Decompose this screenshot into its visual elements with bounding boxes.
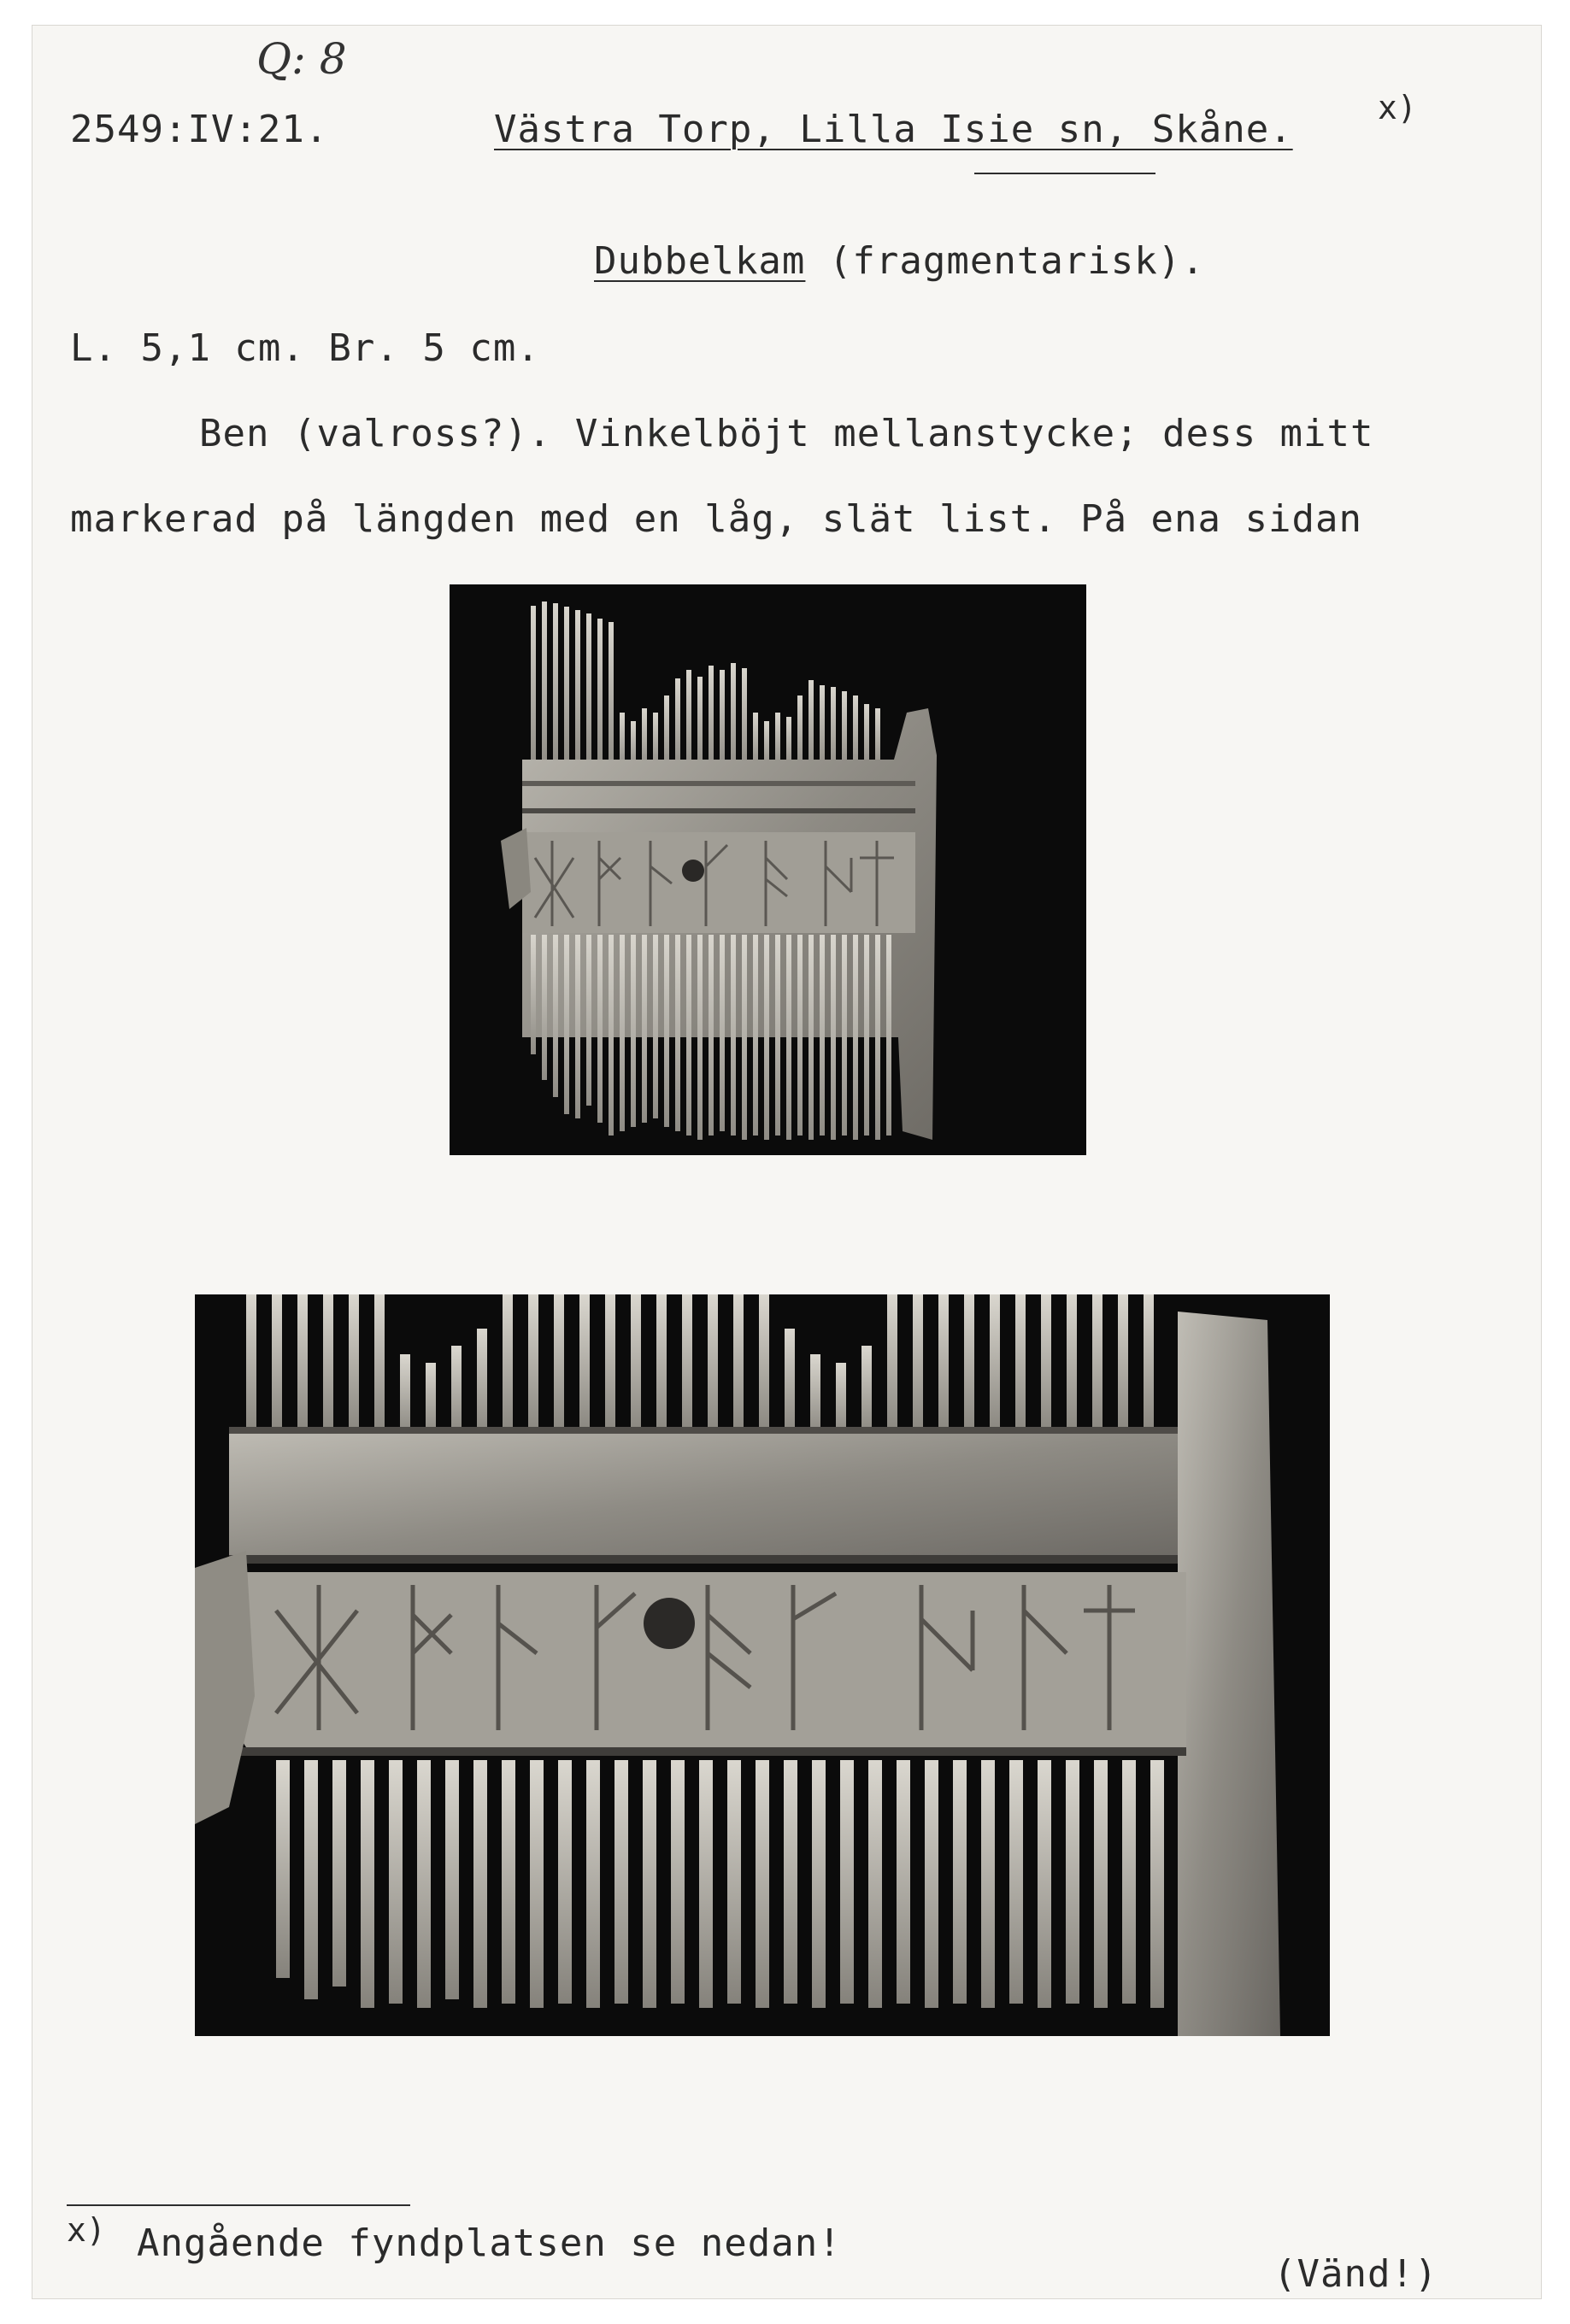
footnote-rule [67, 2204, 410, 2206]
comb-image-small [450, 584, 1086, 1155]
inventory-number: 2549:IV:21. [70, 108, 329, 151]
measurements: L. 5,1 cm. Br. 5 cm. [70, 326, 540, 370]
comb-photo-large [195, 1294, 1330, 2036]
find-location: Västra Torp, Lilla Isie sn, Skåne. [494, 108, 1293, 151]
footnote-text: Angående fyndplatsen se nedan! [137, 2221, 842, 2265]
description-line-1: Ben (valross?). Vinkelböjt mellanstycke; dess mitt [199, 412, 1374, 455]
object-title [594, 239, 1205, 283]
handwritten-reference: Q: 8 [256, 34, 347, 84]
comb-image-large [195, 1294, 1330, 2036]
footnote-mark: x) [67, 2211, 106, 2249]
comb-photo-small [450, 584, 1086, 1155]
location-underline-accent [974, 173, 1155, 174]
object-name: Dubbelkam [594, 239, 806, 283]
description-line-2: markerad på längden med en låg, slät list. På ena sidan [70, 497, 1362, 541]
location-note-mark: x) [1378, 89, 1417, 126]
object-qualifier: (fragmentarisk). [828, 239, 1205, 283]
turn-over-note: (Vänd!) [1273, 2252, 1438, 2296]
